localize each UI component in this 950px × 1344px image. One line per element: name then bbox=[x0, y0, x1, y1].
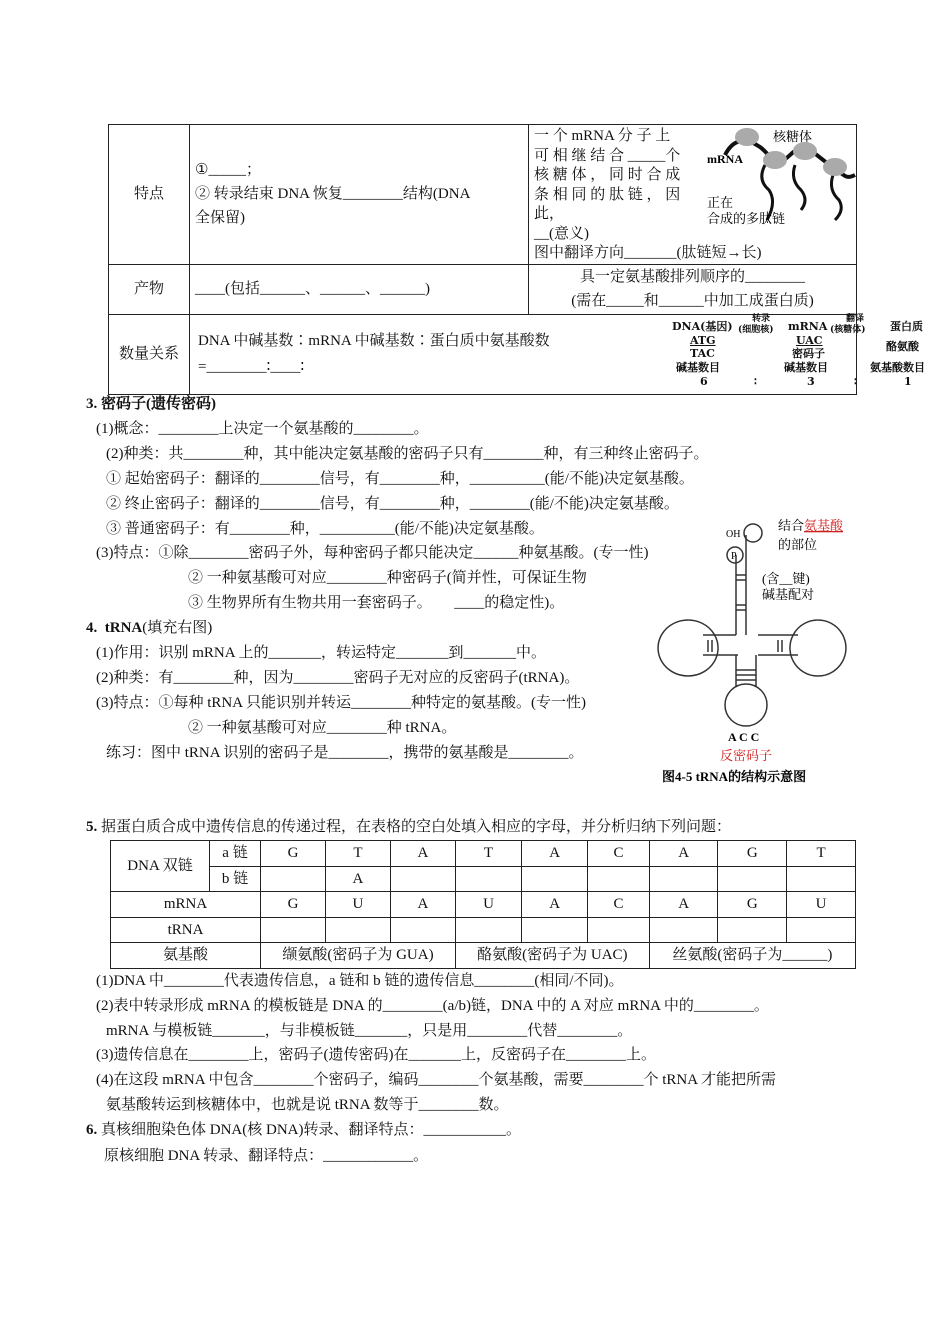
table-row bbox=[111, 917, 856, 943]
question-line-5: (4)在这段 mRNA 中包含________个密码子，编码________个氨基酸，需要________个 tRNA 才能把所需 bbox=[96, 1072, 777, 1088]
product-right-1: 具一定氨基酸排列顺序的________ bbox=[579, 269, 805, 285]
meaning-line: 此， bbox=[534, 206, 565, 222]
ratio-3: 3 bbox=[807, 374, 815, 388]
oh-label: OH bbox=[726, 529, 741, 540]
section-5-title bbox=[86, 818, 731, 836]
trna-line-2: (2)种类：有________种，因为________密码子无对应的反密码子(tRNA)。 bbox=[96, 670, 580, 686]
ribosome-label: 核糖体 bbox=[773, 129, 813, 144]
amino-acid-cell: 缬氨酸(密码子为 GUA) bbox=[261, 943, 456, 969]
section-4-title-rest: (填充右图) bbox=[142, 620, 213, 636]
mrna-cell: U bbox=[455, 892, 521, 918]
ratio-6: 6 bbox=[700, 374, 708, 388]
mrna-cell: G bbox=[261, 892, 326, 918]
trna-label: tRNA bbox=[111, 917, 261, 943]
a-strand-cell: T bbox=[325, 841, 390, 867]
b-strand-cell[interactable] bbox=[649, 866, 718, 892]
quantity-text-1: DNA 中碱基数∶mRNA 中碱基数∶蛋白质中氨基酸数 bbox=[198, 333, 550, 349]
codon-line-5: ③ 普通密码子：有________种，__________(能/不能)决定氨基酸。 bbox=[106, 521, 544, 537]
product-text: ____(包括______、______、______) bbox=[190, 264, 529, 314]
base-count-2: 碱基数目 bbox=[784, 360, 828, 374]
feature-1: ①_____； bbox=[195, 162, 261, 179]
mrna-cell: A bbox=[649, 892, 718, 918]
trna-cell[interactable] bbox=[649, 917, 718, 943]
b-strand-label: b 链 bbox=[210, 866, 261, 892]
aa-count: 氨基酸数目 bbox=[870, 360, 925, 374]
codon-line-1: (1)概念：________上决定一个氨基酸的________。 bbox=[96, 421, 429, 437]
colon-2: ∶ bbox=[854, 374, 857, 388]
figure-caption: 图4-5 tRNA的结构示意图 bbox=[662, 769, 807, 784]
b-strand-cell[interactable] bbox=[718, 866, 787, 892]
anticodon-bases: A C C bbox=[728, 730, 760, 744]
a-strand-cell: C bbox=[588, 841, 650, 867]
amino-acid-label: 氨基酸 bbox=[111, 943, 261, 969]
meaning-line: 可 相 继 结 合 _____个 bbox=[534, 147, 681, 164]
b-strand-cell[interactable] bbox=[787, 866, 856, 892]
a-strand-label: a 链 bbox=[210, 841, 261, 867]
a-strand-cell: A bbox=[522, 841, 588, 867]
meaning-line: 条 相 同 的 肽 链 ， 因 bbox=[534, 186, 681, 203]
section-5-title-text: 据蛋白质合成中遗传信息的传递过程，在表格的空白处填入相应的字母，并分析归纳下列问题： bbox=[97, 819, 732, 835]
codon-line-7: ② 一种氨基酸可对应________种密码子(简并性，可保证生物 bbox=[188, 570, 587, 586]
b-strand-cell: A bbox=[325, 866, 390, 892]
p-label: P bbox=[731, 551, 737, 562]
section-6-line-1-text: 真核细胞染色体 DNA(核 DNA)转录、翻译特点：___________。 bbox=[97, 1122, 521, 1138]
question-line-4: (3)遗传信息在________上，密码子(遗传密码)在_______上，反密码子在________上。 bbox=[96, 1047, 656, 1063]
b-strand-cell[interactable] bbox=[261, 866, 326, 892]
trna-cell[interactable] bbox=[522, 917, 588, 943]
b-strand-cell[interactable] bbox=[588, 866, 650, 892]
trna-line-1: (1)作用：识别 mRNA 上的_______，转运特定_______到_______中。 bbox=[96, 645, 547, 661]
bind-site-label-2: 的部位 bbox=[778, 537, 818, 552]
mrna-cell: U bbox=[325, 892, 390, 918]
amino-acid-cell: 酪氨酸(密码子为 UAC) bbox=[455, 943, 649, 969]
colon-1: ∶ bbox=[754, 374, 757, 388]
table-row bbox=[111, 866, 856, 892]
trna-cell[interactable] bbox=[390, 917, 455, 943]
mrna-node: mRNA bbox=[788, 319, 828, 333]
a-strand-cell: A bbox=[390, 841, 455, 867]
mrna-label: mRNA bbox=[707, 152, 743, 166]
a-strand-cell: G bbox=[718, 841, 787, 867]
trna-cell[interactable] bbox=[261, 917, 326, 943]
bond-label: (含__键) bbox=[762, 571, 810, 586]
meaning-line: 核 糖 体 ， 同 时 合 成 bbox=[534, 167, 681, 183]
b-strand-cell[interactable] bbox=[455, 866, 521, 892]
transcription-table bbox=[108, 124, 925, 395]
amino-acid-cell: 丝氨酸(密码子为______) bbox=[649, 943, 855, 969]
feature-2b: 全保留) bbox=[195, 210, 245, 227]
polyribosome-figure bbox=[705, 125, 861, 229]
dna-gene: DNA(基因) bbox=[672, 319, 733, 333]
transcribe-label: 转录 bbox=[752, 313, 771, 324]
table-row bbox=[111, 841, 856, 867]
row-label-features: 特点 bbox=[109, 125, 190, 265]
trna-cell[interactable] bbox=[455, 917, 521, 943]
trna-line-5: 练习：图中 tRNA 识别的密码子是________，携带的氨基酸是________。 bbox=[106, 745, 584, 761]
section-4-title bbox=[86, 619, 212, 637]
mrna-cell: G bbox=[718, 892, 787, 918]
mrna-cell: A bbox=[390, 892, 455, 918]
quantity-diagram bbox=[670, 313, 940, 393]
genetic-info-table bbox=[110, 840, 856, 969]
nucleus-label: (细胞核) bbox=[738, 324, 774, 335]
section-4-title-bold: 4. tRNA bbox=[86, 620, 143, 636]
mrna-cell: U bbox=[787, 892, 856, 918]
b-strand-cell[interactable] bbox=[522, 866, 588, 892]
codon-line-6: (3)特点：①除________密码子外，每种密码子都只能决定______种氨基酸。(专一性) bbox=[96, 545, 649, 561]
trna-cell[interactable] bbox=[325, 917, 390, 943]
b-strand-cell[interactable] bbox=[390, 866, 455, 892]
meaning-line: __(意义) bbox=[534, 225, 589, 242]
mrna-cell: C bbox=[588, 892, 650, 918]
anticodon-label: 反密码子 bbox=[720, 748, 773, 763]
mrna-label: mRNA bbox=[111, 892, 261, 918]
codon-line-2: (2)种类：共________种，其中能决定氨基酸的密码子只有________种，有三种终止密码子。 bbox=[106, 446, 709, 462]
dna-label: DNA 双链 bbox=[111, 841, 210, 892]
table-row bbox=[111, 892, 856, 918]
trna-structure-figure bbox=[648, 515, 863, 787]
question-line-2: (2)表中转录形成 mRNA 的模板链是 DNA 的________(a/b)链，DNA 中的 A 对应 mRNA 中的________。 bbox=[96, 998, 769, 1014]
uac: UAC bbox=[796, 333, 823, 347]
base-count-1: 碱基数目 bbox=[676, 360, 720, 374]
section-3-title: 3. 密码子(遗传密码) bbox=[86, 396, 216, 412]
a-strand-cell: T bbox=[455, 841, 521, 867]
codon-line-3: ① 起始密码子：翻译的________信号，有________种，__________(能/不能)决定氨基酸。 bbox=[106, 471, 694, 487]
protein-node: 蛋白质 bbox=[890, 319, 923, 333]
tac: TAC bbox=[690, 346, 715, 360]
translate-label: 翻译 bbox=[846, 313, 865, 324]
ribosome-label-2: (核糖体) bbox=[830, 324, 866, 335]
question-line-3: mRNA 与模板链_______，与非模板链_______，只是用________代替________。 bbox=[106, 1023, 633, 1039]
peptide-label-2: 合成的多肽链 bbox=[707, 211, 786, 226]
codon-label: 密码子 bbox=[792, 346, 825, 360]
quantity-text-2: =________∶____∶ bbox=[198, 359, 305, 375]
tyrosine-label: 酪氨酸 bbox=[886, 339, 919, 353]
meaning-line: 图中翻译方向_______(肽链短→长) bbox=[534, 245, 762, 261]
a-strand-cell: A bbox=[649, 841, 718, 867]
row-label-quantity: 数量关系 bbox=[109, 314, 190, 394]
meaning-line: 一 个 mRNA 分 子 上 bbox=[534, 128, 671, 144]
a-strand-cell: T bbox=[787, 841, 856, 867]
codon-line-8: ③ 生物界所有生物共用一套密码子。 ____的稳定性)。 bbox=[188, 595, 565, 611]
mrna-cell: A bbox=[522, 892, 588, 918]
question-line-1: (1)DNA 中________代表遗传信息，a 链和 b 链的遗传信息________(相同/不同)。 bbox=[96, 973, 624, 989]
trna-line-4: ② 一种氨基酸可对应________种 tRNA。 bbox=[188, 720, 457, 736]
product-right-2: (需在_____和______中加工成蛋白质) bbox=[571, 293, 814, 309]
ratio-1: 1 bbox=[904, 374, 912, 388]
section-6-number: 6. bbox=[86, 1122, 98, 1138]
base-pair-label: 碱基配对 bbox=[762, 587, 815, 602]
row-label-product: 产物 bbox=[109, 264, 190, 314]
bind-site-label: 结合氨基酸 bbox=[778, 518, 844, 533]
trna-cell[interactable] bbox=[787, 917, 856, 943]
trna-cell[interactable] bbox=[588, 917, 650, 943]
trna-line-3: (3)特点：①每种 tRNA 只能识别并转运________种特定的氨基酸。(专一性) bbox=[96, 695, 586, 711]
section-5-number: 5. bbox=[86, 819, 98, 835]
codon-line-4: ② 终止密码子：翻译的________信号，有________种，________(能/不能)决定氨基酸。 bbox=[106, 496, 679, 512]
question-line-6: 氨基酸转运到核糖体中，也就是说 tRNA 数等于________数。 bbox=[106, 1097, 509, 1113]
table-row bbox=[111, 943, 856, 969]
peptide-label-1: 正在 bbox=[707, 195, 734, 210]
atg: ATG bbox=[690, 333, 716, 347]
feature-2: ② 转录结束 DNA 恢复________结构(DNA bbox=[195, 186, 471, 203]
a-strand-cell: G bbox=[261, 841, 326, 867]
trna-cell[interactable] bbox=[718, 917, 787, 943]
section-6-line-1 bbox=[86, 1121, 521, 1139]
section-6-line-2: 原核细胞 DNA 转录、翻译特点：____________。 bbox=[104, 1148, 429, 1164]
